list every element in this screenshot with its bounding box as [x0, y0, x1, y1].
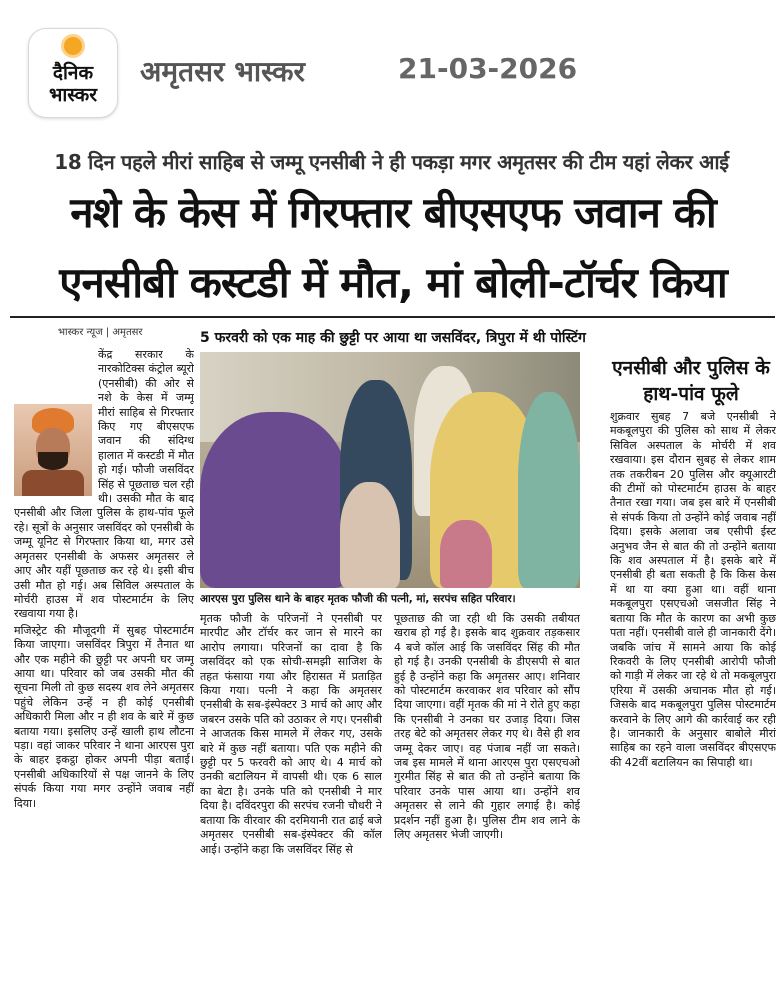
sun-icon — [64, 37, 82, 55]
article-column-1 — [14, 348, 194, 978]
article-column-3: पूछताछ की जा रही थी कि उसकी तबीयत खराब हो गई है। इसके बाद शुक्रवार तड़कसार 4 बजे कॉल आई कि जसविंदर सिंह की मौत हो गई है। उनकी एनसीबी के डीएसपी से बात हुई है उन्होंने कहा कि अमृतसर आए। शनिवार को पोस्टमार्टम करवाकर शव परिवार को सौंप दिया जाएगा। वहीं मृतक की मां ने रोते हुए कहा कि एनसीबी ने उनका घर उजाड़ दिया। जिस तरह बेटे को अमृतसर लेकर गए थे। वैसे ही शव जम्मू देकर जाए। वह पंजाब नहीं जा सकते। जब इस मामले में थाना आरएस पुरा एसएचओ गुरमीत सिंह से बात की तो उन्होंने बताया कि परिवार उनके पास आया था। उन्होंने शव अमृतसर से लाने की गुहार लगाई है। कोई प्रदर्शन नहीं हुआ है। पुलिस टीम शव लाने के लिए अमृतसर भेजी जाएगी। — [394, 612, 580, 842]
photo-figure-child — [340, 482, 400, 588]
soldier-portrait — [14, 404, 92, 496]
shirt-shape — [22, 470, 84, 496]
masthead — [0, 0, 783, 140]
column1-paragraph1: केंद्र सरकार के नारकोटिक्स कंट्रोल ब्यूरो (एनसीबी) की ओर से नशे के केस में जम्मू मीरां साहिब से गिरफ्तार किए गए बीएसएफ जवान की संदिग्ध हालात में कस्टडी में मौत हो गई। फौजी जसविंदर सिंह से पूछताछ चल रही थी। उसकी मौत के बाद एनसीबी और जिला पुलिस के हाथ-पांव फूले रहे। सूत्रों के अनुसार जसविंदर को एनसीबी के जम्मू यूनिट से गिरफ्तार किया था, मगर उसे अमृतसर एनसीबी के अफसर अमृतसर ले आए और यहीं पूछताछ कर रहे थे। इसी बीच उसी मौत हो गई। अब सिविल अस्पताल के मोर्चरी हाउस में शव पोस्टमार्टम के लिए रखवाया गया है। — [14, 348, 194, 621]
edition-date: 21-03-2026 — [398, 52, 578, 85]
beard-shape — [38, 452, 68, 470]
family-photo — [200, 352, 580, 588]
article-column-4: शुक्रवार सुबह 7 बजे एनसीबी ने मकबूलपुरा की पुलिस को साथ में लेकर सिविल अस्पताल के मोर्चरी में शव रखवाया। इस दौरान सुबह से लेकर शाम तक तकरीबन 20 पुलिस और क्यूआरटी की टीमों को पोस्टमार्टम हाउस के बाहर तैनात रखा गया। जब इस बारे में एनसीबी से संपर्क किया तो उन्होंने कोई जवाब नहीं दिया। इसके अलावा जब एसीपी ईस्ट अनुभव जैन से बात की तो उन्होंने बताया कि शव अस्पताल में है। इसके बारे में एनसीबी ही बता सकती है कि किस केस में था या क्या हुआ था। वहीं थाना मकबूलपुरा एसएचओ जसजीत सिंह ने बताया कि मौत के कारण का अभी कुछ पता नहीं। एनसीबी वाले ही जानकारी देंगे। जबकि जांच में सामने आया कि कोई रिकवरी के लिए एनसीबी आरोपी फौजी को गाड़ी में लेकर जा रहे थे तो मकबूलपुरा एरिया में उसकी अचानक मौत हो गई। जिसके बाद मकबूलपुरा पुलिस पोस्टमार्टम करवाने के लिए आगे की कार्रवाई कर रही है। जानकारी के अनुसार बाबोले मीरां साहिब का रहने वाला जसविंदर बीएसएफ की 42वीं बटालियन का सिपाही था। — [610, 410, 776, 769]
side-heading: एनसीबी और पुलिस के हाथ-पांव फूले — [612, 357, 770, 405]
kicker-headline: 18 दिन पहले मीरां साहिब से जम्मू एनसीबी ने ही पकड़ा मगर अमृतसर की टीम यहां लेकर आई — [54, 150, 729, 174]
article-column-2: मृतक फौजी के परिजनों ने एनसीबी पर मारपीट और टॉर्चर कर जान से मारने का आरोप लगाया। परिजनों का दावा है कि जसविंदर को एक सोची-समझी साजिश के तहत फंसाया गया और हिरासत में प्रताड़ित किया गया। पत्नी ने कहा कि अमृतसर एनसीबी के सब-इंस्पेक्टर 3 मार्च को आए और जबरन उसके पति को उठाकर ले गए। एनसीबी ने आजतक किस मामले में लेकर गए, उसके बारे में कुछ नहीं बताया। पति एक महीने की छुट्टी पर 5 फरवरी को आए थे। 4 मार्च को उनकी बटालियन में वापसी थी। एक 6 साल का बेटा है। उनके पति को एनसीबी ने मार दिया है। दविंदरपुरा की सरपंच रजनी चौधरी ने बताया कि वीरवार की दरमियानी रात ढाई बजे अमृतसर एनसीबी सब-इंस्पेक्टर की कॉल आई। उन्होंने कहा कि जसविंदर सिंह से — [200, 612, 382, 856]
column1-paragraph2: मजिस्ट्रेट की मौजूदगी में सुबह पोस्टमार्टम किया जाएगा। जसविंदर त्रिपुरा में तैनात था और एक महीने की छुट्टी पर अपनी घर जम्मू आया था। परिवार को जब उसकी मौत की सूचना मिली तो कुछ सदस्य शव लेने अमृतसर पहुंचे लेकिन उन्हें न ही कोई एनसीबी अधिकारी मिला और न ही शव के बारे में कुछ बताया गया। इसलिए उन्हें खाली हाथ लौटना पड़ा। वहां जाकर परिवार ने थाना आरएस पुरा के बाहर इकट्ठा होकर अपनी पीड़ा बताई। एनसीबी अधिकारियों से पक्ष जानने के लिए संपर्क किया गया मगर उन्होंने जवाब नहीं दिया। — [14, 623, 194, 810]
logo-line2: भास्कर — [48, 84, 98, 106]
photo-caption: आरएस पुरा पुलिस थाने के बाहर मृतक फौजी की पत्नी, मां, सरपंच सहित परिवार। — [200, 593, 516, 605]
photo-figure-woman-right — [518, 392, 580, 588]
headline-line1: नशे के केस में गिरफ्तार बीएसएफ जवान की — [70, 188, 716, 237]
dainik-bhaskar-logo — [28, 28, 118, 118]
paper-name: अमृतसर भास्कर — [140, 55, 306, 88]
subheadline: 5 फरवरी को एक माह की छुट्टी पर आया था जसविंदर, त्रिपुरा में थी पोस्टिंग — [200, 330, 586, 346]
photo-figure-mother — [200, 412, 350, 588]
photo-figure-girl — [440, 520, 492, 588]
byline: भास्कर न्यूज | अमृतसर — [58, 327, 143, 338]
logo-line1: दैनिक — [52, 62, 94, 84]
headline-line2: एनसीबी कस्टडी में मौत, मां बोली-टॉर्चर किया — [59, 258, 727, 307]
headline-divider — [10, 316, 775, 318]
